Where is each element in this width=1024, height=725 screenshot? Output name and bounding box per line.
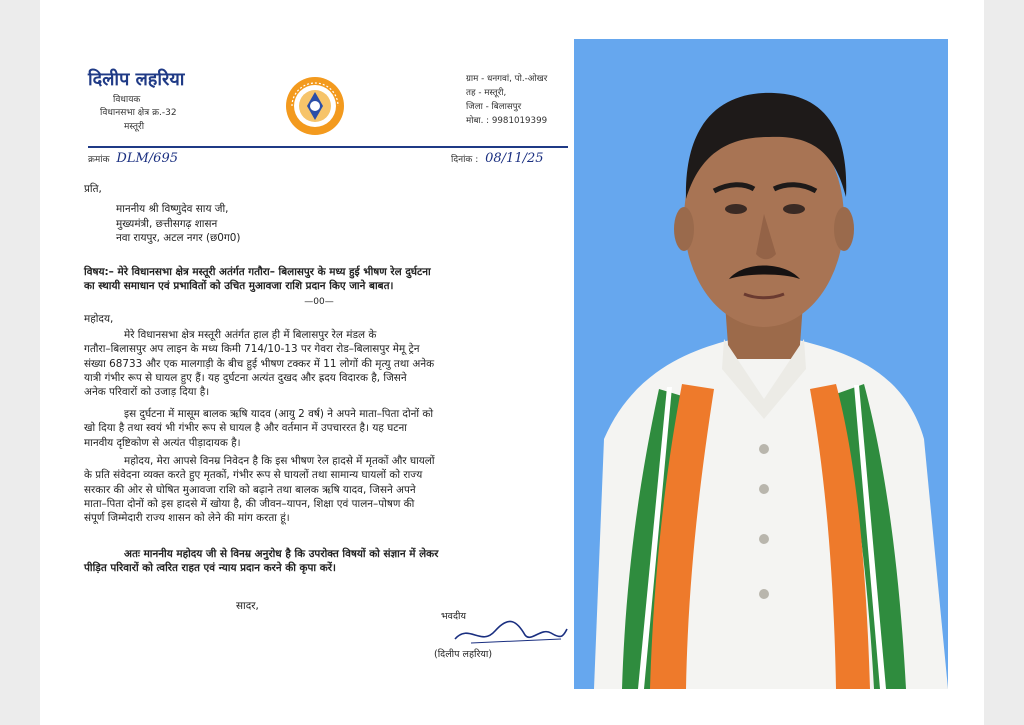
emblem-logo bbox=[284, 75, 346, 137]
paragraph-line: पीड़ित परिवारों को त्वरित राहत एवं न्याय प्रदान करने की कृपा करें। bbox=[84, 562, 336, 575]
reference-date-value: 08/11/25 bbox=[485, 151, 544, 166]
paragraph-line: महोदय, मेरा आपसे विनम्र निवेदन है कि इस भीषण रेल हादसे में मृतकों और घायलों bbox=[124, 455, 435, 467]
letter-closing: सादर, bbox=[236, 600, 259, 612]
letterhead-divider bbox=[88, 146, 568, 148]
recipient-line: नवा रायपुर, अटल नगर (छ0ग0) bbox=[116, 232, 241, 245]
address-line: तह - मस्तूरी, bbox=[466, 88, 507, 99]
signature-valediction: भवदीय bbox=[441, 611, 466, 622]
letterhead-address bbox=[466, 72, 547, 128]
address-phone: मोबा. : 9981019399 bbox=[466, 116, 548, 127]
paragraph-line: गतौरा–बिलासपुर अप लाइन के मध्य किमी 714/10-13 पर गेवरा रोड–बिलासपुर मेमू ट्रेन bbox=[84, 343, 420, 356]
address-line: जिला - बिलासपुर bbox=[466, 102, 522, 113]
body-paragraph-2 bbox=[84, 407, 554, 450]
subject-block bbox=[84, 265, 554, 294]
recipient-salutation: प्रति, bbox=[84, 183, 102, 195]
subject-text: मेरे विधानसभा क्षेत्र मस्तूरी अतंर्गत गतौरा– बिलासपुर के मध्य हुई भीषण रेल दुर्घटना bbox=[117, 266, 431, 278]
portrait-photo bbox=[574, 39, 948, 689]
paragraph-line: यात्री गंभीर रूप से घायल हुए हैं। यह दुर्घटना अत्यंत दुखद और ह्रदय विदारक है, जिसने bbox=[84, 372, 407, 385]
address-line: ग्राम - धनगवां, पो.-ओखर bbox=[466, 74, 548, 84]
reference-date bbox=[451, 150, 544, 168]
reference-date-label: दिनांक : bbox=[451, 155, 479, 165]
reference-number-label: क्रमांक bbox=[88, 155, 110, 165]
paragraph-line: अनेक परिवारों को उजाड़ दिया है। bbox=[84, 386, 210, 399]
letterhead-name: दिलीप लहरिया bbox=[88, 69, 185, 90]
paragraph-line: सरकार की ओर से घोषित मुआवजा राशि को बढ़ाने तथा बालक ऋषि यादव, जिसने अपने bbox=[84, 483, 416, 496]
portrait-illustration bbox=[574, 39, 948, 689]
reference-number bbox=[88, 150, 178, 168]
body-paragraph-4 bbox=[84, 547, 554, 576]
paragraph-line: अतः माननीय महोदय जी से विनम्र अनुरोध है कि उपरोक्त विषयों को संज्ञान में लेकर bbox=[124, 548, 439, 560]
paragraph-line: माता–पिता दोनों को इस हादसे में खोया है, की जीवन–यापन, शिक्षा एवं पालन–पोषण की bbox=[84, 498, 415, 511]
recipient-block bbox=[84, 182, 554, 245]
paragraph-line: खो दिया है तथा स्वयं भी गंभीर रूप से घायल है और वर्तमान में उपचाररत है। यह घटना bbox=[84, 422, 407, 435]
subject-label: विषय:– bbox=[84, 266, 114, 278]
subject-separator: —00— bbox=[304, 297, 334, 307]
recipient-line: माननीय श्री विष्णुदेव साय जी, bbox=[116, 203, 229, 216]
body-paragraph-1 bbox=[84, 328, 554, 400]
reference-number-value: DLM/695 bbox=[116, 151, 178, 166]
signature-name: (दिलीप लहरिया) bbox=[434, 649, 493, 660]
letter-greeting: महोदय, bbox=[84, 313, 114, 325]
subject-text: का स्थायी समाधान एवं प्रभावितों को उचित मुआवजा राशि प्रदान किए जाने बाबत। bbox=[84, 280, 394, 293]
letterhead-constituency: विधानसभा क्षेत्र क्र.-32 bbox=[100, 108, 177, 118]
letterhead-designation: विधायक bbox=[113, 95, 141, 105]
paragraph-line: संख्या 68733 और एक मालगाड़ी के बीच हुई भीषण टक्कर में 11 लोगों की मृत्यु तथा अनेक bbox=[84, 357, 435, 370]
letter-document bbox=[76, 62, 568, 690]
handwritten-signature bbox=[451, 617, 571, 651]
paragraph-line: मानवीय दृष्टिकोण से अत्यंत पीड़ादायक है। bbox=[84, 436, 241, 449]
recipient-line: मुख्यमंत्री, छत्तीसगढ़ शासन bbox=[116, 217, 218, 230]
paragraph-line: इस दुर्घटना में मासूम बालक ऋषि यादव (आयु 2 वर्ष) ने अपने माता–पिता दोनों को bbox=[124, 408, 434, 420]
letterhead-place: मस्तूरी bbox=[124, 122, 145, 132]
paragraph-line: संपूर्ण जिम्मेदारी राज्य शासन को लेने की मांग करता हूं। bbox=[84, 512, 290, 525]
paragraph-line: मेरे विधानसभा क्षेत्र मस्तूरी अतंर्गत हाल ही में बिलासपुर रेल मंडल के bbox=[124, 329, 377, 341]
subject-line-1 bbox=[84, 265, 554, 279]
body-paragraph-3 bbox=[84, 454, 554, 526]
paragraph-line: के प्रति संवेदना व्यक्त करते हुए मृतकों, गंभीर रूप से घायलों तथा सामान्य घायलों को राज्य bbox=[84, 469, 423, 482]
